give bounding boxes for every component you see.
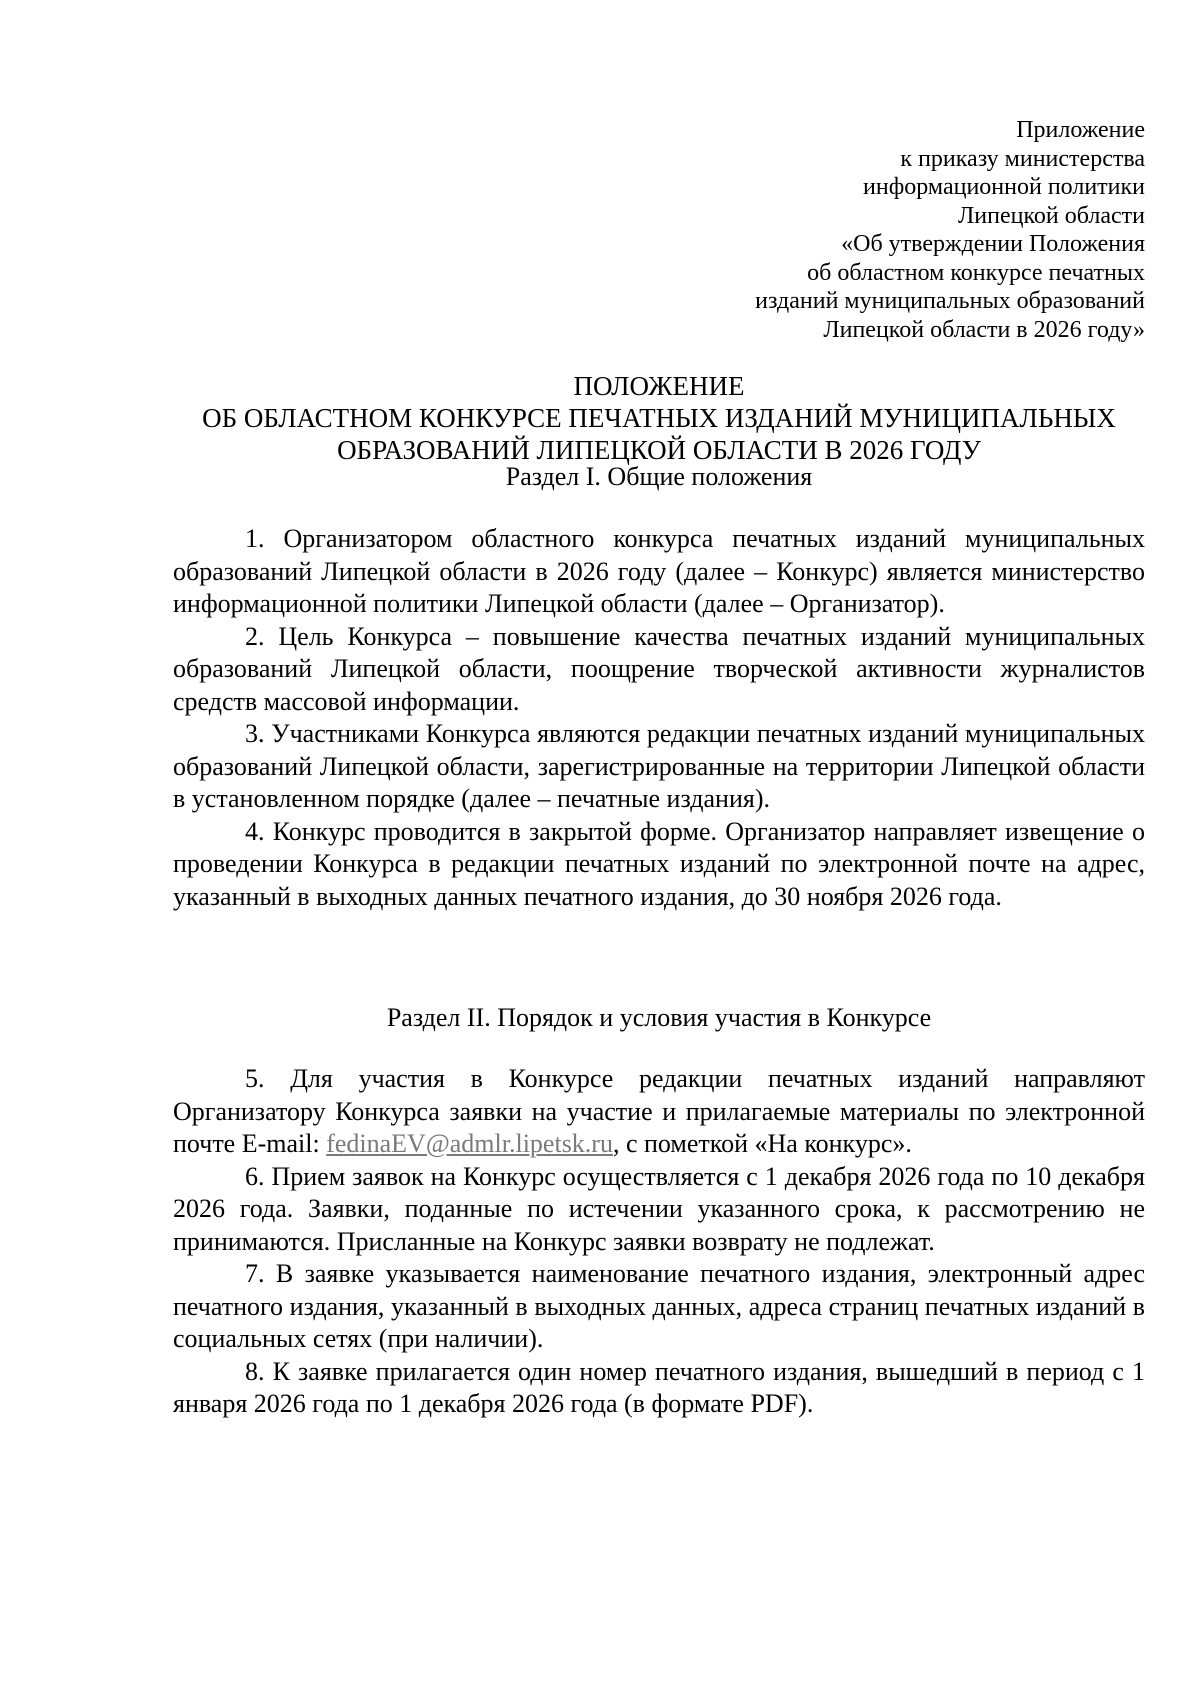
title-line-3: ОБРАЗОВАНИЙ ЛИПЕЦКОЙ ОБЛАСТИ В 2026 ГОДУ [337, 435, 981, 465]
clause-8: 8. К заявке прилагается один номер печатного издания, вышедший в период с 1 января 2026 года по 1 декабря 2026 года (в формате PDF). [173, 1356, 1145, 1418]
section-1-heading: Раздел I. Общие положения [505, 462, 813, 491]
annex-line: об областном конкурсе печатных [807, 259, 1145, 286]
clause-5-text-end: , с пометкой «На конкурс». [612, 1129, 912, 1158]
clause-3: 3. Участниками Конкурса являются редакции печатных изданий муниципальных образований Липецкой области, зарегистрированные на территории Липецкой области в установленном порядке (далее – печатные издания). [173, 719, 1145, 813]
annex-line: Липецкой области в 2026 году» [823, 316, 1145, 343]
annex-line: Приложение [1016, 117, 1145, 143]
annex-block [625, 116, 1145, 344]
title-line-2: ОБ ОБЛАСТНОМ КОНКУРСЕ ПЕЧАТНЫХ ИЗДАНИЙ МУНИЦИПАЛЬНЫХ [202, 403, 1116, 433]
email-link[interactable]: fedinaEV@admlr.lipetsk.ru [326, 1129, 613, 1158]
annex-line: информационной политики [863, 174, 1145, 200]
section-1-clauses [173, 523, 1145, 913]
annex-line: Липецкой области [958, 202, 1145, 229]
clause-2: 2. Цель Конкурса – повышение качества печатных изданий муниципальных образований Липецкой области, поощрение творческой активности журналистов средств массовой информации. [173, 621, 1145, 716]
section-2-heading: Раздел II. Порядок и условия участия в Конкурсе [386, 1003, 932, 1032]
clause-5-text: 5. Для участия в Конкурсе редакции печатных изданий направляют Организатору Конкурса заявки на участие и прилагаемые материалы по электронной почте E-mail: [173, 1064, 1145, 1158]
clause-4: 4. Конкурс проводится в закрытой форме. Организатор направляет извещение о проведении Конкурса в редакции печатных изданий по электронной почте на адрес, указанный в выходных данных печатного издания, до 30 ноября 2026 года. [173, 816, 1145, 911]
clause-6: 6. Прием заявок на Конкурс осуществляется с 1 декабря 2026 года по 10 декабря 2026 года. Заявки, поданные по истечении указанного срока, к рассмотрению не принимаются. Присланные на Конкурс заявки возврату не подлежат. [173, 1161, 1145, 1256]
section-2-clauses [173, 1063, 1145, 1421]
clause-1: 1. Организатором областного конкурса печатных изданий муниципальных образований Липецкой области в 2026 году (далее – Конкурс) является министерство информационной политики Липецкой области (далее – Организатор). [173, 524, 1145, 618]
annex-line: к приказу министерства [900, 145, 1145, 172]
clause-7: 7. В заявке указывается наименование печатного издания, электронный адрес печатного издания, указанный в выходных данных, адреса страниц печатных изданий в социальных сетях (при наличии). [173, 1259, 1145, 1353]
clause-5 [173, 1063, 1145, 1161]
title-line-1: ПОЛОЖЕНИЕ [573, 371, 745, 401]
annex-line: изданий муниципальных образований [755, 288, 1145, 314]
annex-line: «Об утверждении Положения [841, 231, 1145, 257]
document-title [173, 370, 1145, 466]
